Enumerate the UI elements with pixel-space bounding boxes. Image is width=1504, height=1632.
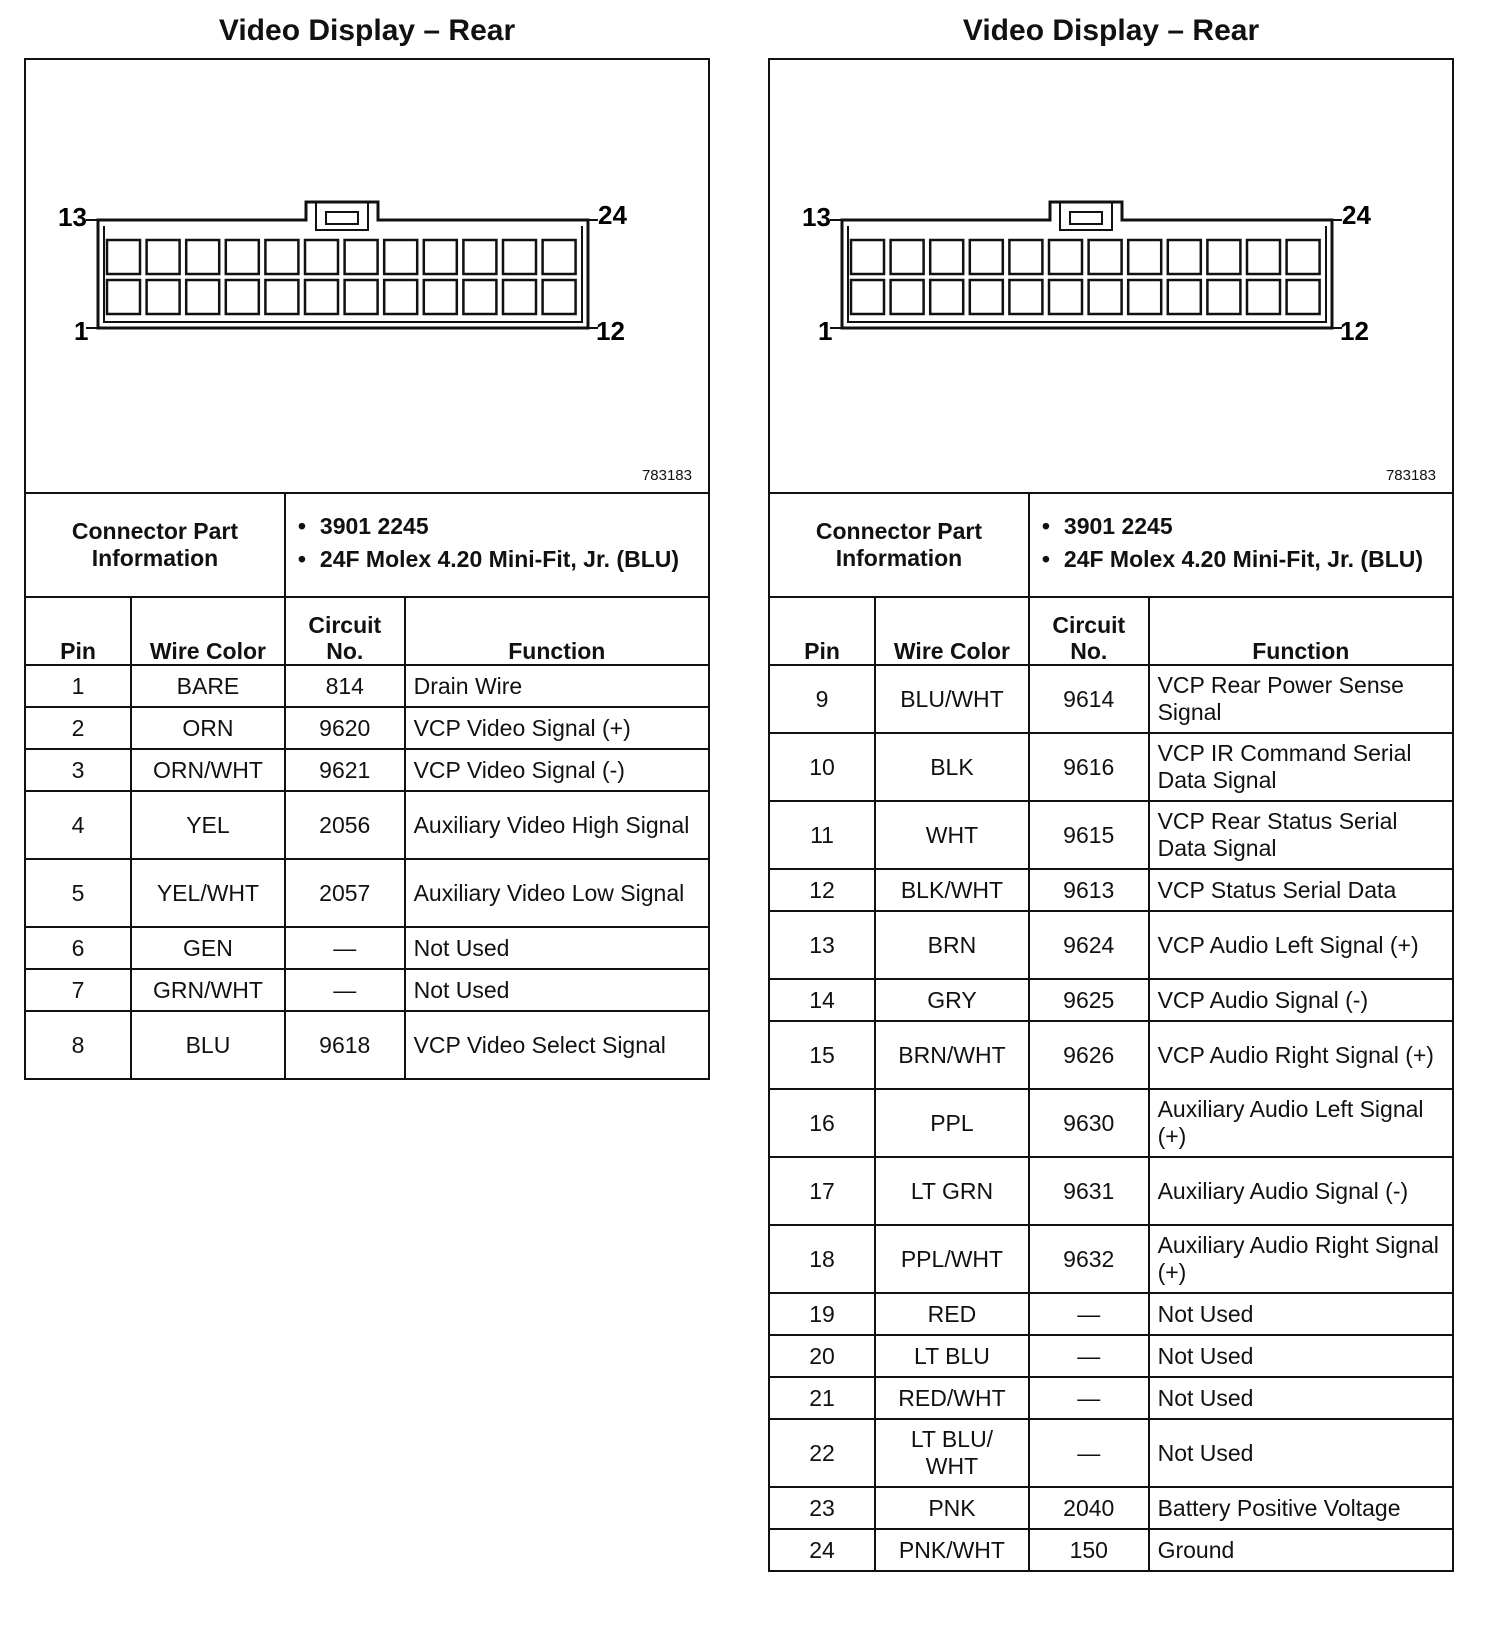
circuit-cell: 2040	[1029, 1487, 1149, 1529]
pin-cavities	[851, 240, 1320, 314]
connector-info-details	[1029, 493, 1453, 597]
pin-cavity	[1168, 280, 1201, 314]
pin-label-1: 1	[74, 316, 89, 346]
circuit-cell: 9624	[1029, 911, 1149, 979]
circuit-cell: 9621	[285, 749, 405, 791]
table-row	[769, 869, 1453, 911]
connector-diagram	[24, 58, 710, 492]
pin-cavity	[384, 240, 417, 274]
table-row	[25, 707, 709, 749]
function-cell: VCP Rear Status Serial Data Signal	[1149, 801, 1453, 869]
pin-cell: 17	[769, 1157, 875, 1225]
wire-color-cell: BLK	[875, 733, 1029, 801]
pin-rows	[769, 665, 1453, 1571]
pin-cell: 8	[25, 1011, 131, 1079]
pin-cell: 24	[769, 1529, 875, 1571]
table-row	[769, 1021, 1453, 1089]
table-row	[769, 1225, 1453, 1293]
pin-cavity	[1009, 280, 1042, 314]
connector-panel-right	[768, 0, 1454, 1572]
table-row	[769, 733, 1453, 801]
pin-cavity	[1049, 280, 1082, 314]
pin-cell: 9	[769, 665, 875, 733]
pin-cavity	[930, 280, 963, 314]
pin-cell: 2	[25, 707, 131, 749]
table-row	[769, 911, 1453, 979]
circuit-cell: 9626	[1029, 1021, 1149, 1089]
connector-panel-left	[24, 0, 710, 1080]
wire-color-cell: PPL/WHT	[875, 1225, 1029, 1293]
wire-color-cell: BRN	[875, 911, 1029, 979]
wire-color-cell: ORN	[131, 707, 285, 749]
header-circuit: Circuit No.	[1029, 597, 1149, 665]
pin-cell: 10	[769, 733, 875, 801]
circuit-cell: 150	[1029, 1529, 1149, 1571]
header-circuit: Circuit No.	[285, 597, 405, 665]
table-row	[769, 1419, 1453, 1487]
pin-cavity	[1089, 280, 1122, 314]
pin-cavity	[265, 280, 298, 314]
header-wire-color: Wire Color	[875, 597, 1029, 665]
function-cell: Auxiliary Video Low Signal	[405, 859, 709, 927]
pin-cavity	[1009, 240, 1042, 274]
table-row	[25, 665, 709, 707]
pin-cavity	[970, 280, 1003, 314]
wire-color-cell: LT BLU/ WHT	[875, 1419, 1029, 1487]
pin-cavity	[1207, 240, 1240, 274]
circuit-cell: 9616	[1029, 733, 1149, 801]
pin-cavity	[1168, 240, 1201, 274]
pin-cell: 4	[25, 791, 131, 859]
pin-cavity	[186, 280, 219, 314]
pin-cavity	[1247, 240, 1280, 274]
circuit-cell: —	[285, 927, 405, 969]
circuit-cell: 9620	[285, 707, 405, 749]
function-cell: Not Used	[1149, 1377, 1453, 1419]
pin-cavity	[226, 240, 259, 274]
circuit-cell: 2057	[285, 859, 405, 927]
table-header-row	[25, 597, 709, 665]
pin-cavity	[891, 280, 924, 314]
function-cell: Not Used	[1149, 1293, 1453, 1335]
function-cell: VCP Audio Right Signal (+)	[1149, 1021, 1453, 1089]
pin-cavity	[305, 240, 338, 274]
header-pin: Pin	[25, 597, 131, 665]
pin-cavity	[463, 280, 496, 314]
table-row	[25, 749, 709, 791]
pin-cavity	[503, 240, 536, 274]
pinout-table	[24, 492, 710, 1080]
pin-cell: 16	[769, 1089, 875, 1157]
pin-label-13: 13	[802, 202, 831, 232]
connector-info-label: Connector Part Information	[769, 493, 1029, 597]
table-row	[769, 979, 1453, 1021]
circuit-cell: 9614	[1029, 665, 1149, 733]
pin-cavity	[503, 280, 536, 314]
pin-cavity	[107, 280, 140, 314]
wire-color-cell: BLU/WHT	[875, 665, 1029, 733]
table-row	[25, 927, 709, 969]
circuit-cell: —	[1029, 1293, 1149, 1335]
pin-cavity	[265, 240, 298, 274]
drawing-reference-code: 783183	[1385, 467, 1436, 484]
pin-cavity	[463, 240, 496, 274]
pin-cavity	[851, 240, 884, 274]
connector-description: • 24F Molex 4.20 Mini-Fit, Jr. (BLU)	[294, 546, 700, 573]
table-row	[769, 1377, 1453, 1419]
pin-cavity	[147, 280, 180, 314]
pin-cell: 15	[769, 1021, 875, 1089]
pin-cavity	[543, 240, 576, 274]
pin-label-13: 13	[58, 202, 87, 232]
panel-title: Video Display – Rear	[218, 14, 516, 47]
table-row	[769, 1089, 1453, 1157]
wire-color-cell: LT BLU	[875, 1335, 1029, 1377]
function-cell: Not Used	[405, 927, 709, 969]
function-cell: Not Used	[1149, 1335, 1453, 1377]
function-cell: VCP Video Select Signal	[405, 1011, 709, 1079]
pin-label-24: 24	[598, 200, 627, 230]
pin-cell: 22	[769, 1419, 875, 1487]
pin-cell: 11	[769, 801, 875, 869]
connector-info-details	[285, 493, 709, 597]
wire-color-cell: YEL	[131, 791, 285, 859]
connector-description: • 24F Molex 4.20 Mini-Fit, Jr. (BLU)	[1038, 546, 1444, 573]
pin-cavity	[147, 240, 180, 274]
circuit-cell: 9615	[1029, 801, 1149, 869]
circuit-cell: 2056	[285, 791, 405, 859]
table-row	[769, 1487, 1453, 1529]
circuit-cell: 9625	[1029, 979, 1149, 1021]
wire-color-cell: GRN/WHT	[131, 969, 285, 1011]
function-cell: VCP Video Signal (-)	[405, 749, 709, 791]
function-cell: Ground	[1149, 1529, 1453, 1571]
pin-cavity	[1287, 240, 1320, 274]
circuit-cell: —	[1029, 1419, 1149, 1487]
table-row	[769, 1335, 1453, 1377]
table-row	[25, 791, 709, 859]
pin-label-12: 12	[1340, 316, 1369, 346]
circuit-cell: 9632	[1029, 1225, 1149, 1293]
pin-cavity	[1247, 280, 1280, 314]
table-row	[769, 1529, 1453, 1571]
pin-cavity	[226, 280, 259, 314]
part-number: • 3901 2245	[1038, 513, 1444, 540]
pin-cavity	[186, 240, 219, 274]
table-row	[25, 1011, 709, 1079]
function-cell: VCP Video Signal (+)	[405, 707, 709, 749]
function-cell: VCP Audio Signal (-)	[1149, 979, 1453, 1021]
pin-cell: 21	[769, 1377, 875, 1419]
function-cell: VCP Status Serial Data	[1149, 869, 1453, 911]
function-cell: Not Used	[405, 969, 709, 1011]
function-cell: Auxiliary Video High Signal	[405, 791, 709, 859]
pin-cell: 20	[769, 1335, 875, 1377]
part-number: • 3901 2245	[294, 513, 700, 540]
pin-rows	[25, 665, 709, 1079]
wire-color-cell: LT GRN	[875, 1157, 1029, 1225]
pin-cell: 23	[769, 1487, 875, 1529]
function-cell: VCP Rear Power Sense Signal	[1149, 665, 1453, 733]
pin-cavity	[345, 240, 378, 274]
function-cell: Auxiliary Audio Left Signal (+)	[1149, 1089, 1453, 1157]
circuit-cell: 9618	[285, 1011, 405, 1079]
function-cell: VCP IR Command Serial Data Signal	[1149, 733, 1453, 801]
pin-cell: 13	[769, 911, 875, 979]
table-row	[769, 801, 1453, 869]
pin-cell: 7	[25, 969, 131, 1011]
pin-cavity	[1287, 280, 1320, 314]
pin-cell: 19	[769, 1293, 875, 1335]
pin-cavity	[424, 280, 457, 314]
function-cell: Battery Positive Voltage	[1149, 1487, 1453, 1529]
table-row	[25, 859, 709, 927]
function-cell: VCP Audio Left Signal (+)	[1149, 911, 1453, 979]
connector-info-row	[769, 493, 1453, 597]
pin-cell: 5	[25, 859, 131, 927]
header-function: Function	[1149, 597, 1453, 665]
function-cell: Auxiliary Audio Right Signal (+)	[1149, 1225, 1453, 1293]
wire-color-cell: RED/WHT	[875, 1377, 1029, 1419]
pin-cavity	[1128, 280, 1161, 314]
pin-cavities	[107, 240, 576, 314]
wire-color-cell: BLU	[131, 1011, 285, 1079]
pin-cavity	[345, 280, 378, 314]
pin-cell: 1	[25, 665, 131, 707]
drawing-reference-code: 783183	[641, 467, 692, 484]
function-cell: Drain Wire	[405, 665, 709, 707]
wire-color-cell: GEN	[131, 927, 285, 969]
pin-cavity	[107, 240, 140, 274]
connector-face-drawing	[26, 60, 708, 492]
circuit-cell: 814	[285, 665, 405, 707]
connector-diagram	[768, 58, 1454, 492]
pinout-table	[768, 492, 1454, 1572]
pin-cell: 6	[25, 927, 131, 969]
pin-cavity	[1049, 240, 1082, 274]
panel-title: Video Display – Rear	[962, 14, 1260, 47]
wire-color-cell: RED	[875, 1293, 1029, 1335]
pin-cell: 12	[769, 869, 875, 911]
circuit-cell: —	[1029, 1335, 1149, 1377]
header-pin: Pin	[769, 597, 875, 665]
wire-color-cell: PPL	[875, 1089, 1029, 1157]
table-row	[769, 1157, 1453, 1225]
wire-color-cell: PNK/WHT	[875, 1529, 1029, 1571]
function-cell: Not Used	[1149, 1419, 1453, 1487]
pin-cavity	[930, 240, 963, 274]
table-header-row	[769, 597, 1453, 665]
wire-color-cell: BLK/WHT	[875, 869, 1029, 911]
header-wire-color: Wire Color	[131, 597, 285, 665]
pin-cavity	[1089, 240, 1122, 274]
connector-info-label: Connector Part Information	[25, 493, 285, 597]
pin-cavity	[305, 280, 338, 314]
wire-color-cell: YEL/WHT	[131, 859, 285, 927]
table-row	[769, 665, 1453, 733]
circuit-cell: 9613	[1029, 869, 1149, 911]
connector-face-drawing	[770, 60, 1452, 492]
pin-cavity	[1128, 240, 1161, 274]
pin-cavity	[1207, 280, 1240, 314]
pin-cavity	[851, 280, 884, 314]
circuit-cell: —	[285, 969, 405, 1011]
pin-cavity	[424, 240, 457, 274]
pin-cavity	[970, 240, 1003, 274]
pin-cell: 18	[769, 1225, 875, 1293]
circuit-cell: —	[1029, 1377, 1149, 1419]
pin-cavity	[543, 280, 576, 314]
wire-color-cell: PNK	[875, 1487, 1029, 1529]
wire-color-cell: BARE	[131, 665, 285, 707]
circuit-cell: 9630	[1029, 1089, 1149, 1157]
wire-color-cell: ORN/WHT	[131, 749, 285, 791]
table-row	[769, 1293, 1453, 1335]
pin-cell: 3	[25, 749, 131, 791]
pin-cavity	[891, 240, 924, 274]
pin-label-1: 1	[818, 316, 833, 346]
circuit-cell: 9631	[1029, 1157, 1149, 1225]
function-cell: Auxiliary Audio Signal (-)	[1149, 1157, 1453, 1225]
pin-label-12: 12	[596, 316, 625, 346]
pin-cell: 14	[769, 979, 875, 1021]
wire-color-cell: WHT	[875, 801, 1029, 869]
pin-label-24: 24	[1342, 200, 1371, 230]
wire-color-cell: BRN/WHT	[875, 1021, 1029, 1089]
pin-cavity	[384, 280, 417, 314]
table-row	[25, 969, 709, 1011]
connector-info-row	[25, 493, 709, 597]
wire-color-cell: GRY	[875, 979, 1029, 1021]
header-function: Function	[405, 597, 709, 665]
